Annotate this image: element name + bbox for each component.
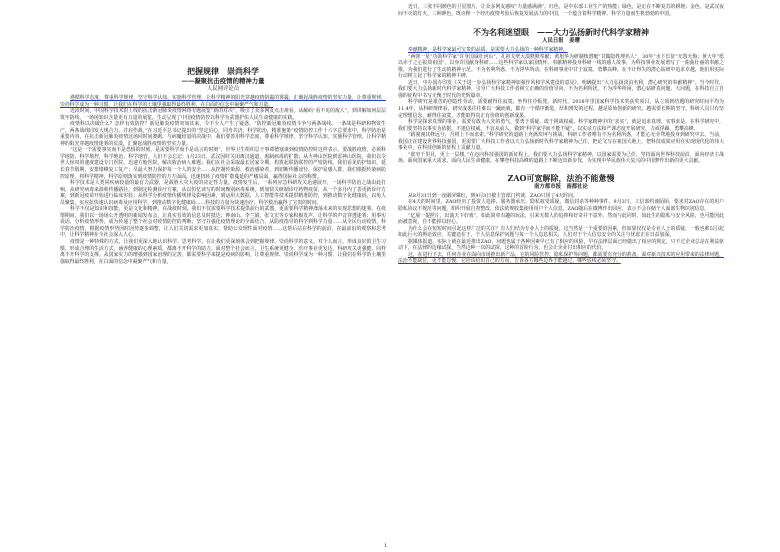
article2 [398,27,724,165]
paragraph: 在4天的时间里，ZAO经历了投资人追捧、服务器承压、隐私权受质疑、微信封杀等种种事件。9月3日，工信部约谈陌陌，要求对ZAO存在的用户隐私协议不规范等问题，组织开展自查整改，依法依规收集使用用户个人信息。ZAO随后在微博作出回应，表示不会存储个人面部生物识别信息。 [398,199,724,213]
article1-tail-paragraph: 近日，三张不同颜色的卫星图片，让众多网友感叹“力量感满满”。红色，是中东部工业生产的热能；绿色，是正在不断复苏的耕地；金色，是武汉夜间不灭的灯火。三种颜色，既诠释一个经历疫情考验后恢复发展活力的中国，一个蕴含着科学精神、科学力量而生机勃勃的中国。 [398,4,724,17]
page-number: 1 [384,543,388,549]
paragraph: 遵循科学态度，尊重科学规律，坚守科学认知，实施科学管理，让科学精神的阳光穿越疫情阴霾的雾霾，汇聚起战胜疫情的坚实力量，让尊重规律、崇尚科学成为一种习惯，让我们在科学的土壤里强取得最终胜利，在白面的信念中凝聚严气和力量。 [60,95,386,108]
article2-byline: 人民日报 姜璎 [542,38,580,45]
paragraph: 疫情是一种特殊的方式，让我们更深入地认识科学、思考科学。在让我们更深刻体会到把握规律、崇尚科学的意义，对个人而言，形成良好的卫生习惯、形成合理的生活方式，涵养健康的心理素质，都离不开科学的助力。面对整个社会而言，卫生系统更健全、医疗事业更发达，科研攻关更强健，同样离不开科学的支撑。从国家实力的增强到国家治理的完善，都需要科学来提是疫病的影响，让尊重规律、崇尚科学成为一种习惯，让我们在科学的土壤里强取得最终胜利，在白面的信念中凝聚严气和力量。 [60,239,386,265]
paragraph: 科学是探求真理的事业，需要有敢为人先的勇气，要勇于质疑、敢于挑战权威。科学家精神中的“求实”，就是追求真理、实事求是。在科学研究中，我们要坚持以事实为依据，不迷信权威，不盲从前人，做到“科学家学而不能不疑”，以实证方法和严谨态度开展研究，力戒浮躁，勇攀高峰。 [398,119,724,132]
paragraph: 科学技术是人类同疾病较量的最有力武器，是战胜大灾大疫的决定性力量。疫情发生后，一系列应急科研攻关迅速展开，一场科学防治之战由此打响。从研究病毒来源和传播路径，到制定检测诊疗方案，从以恒忆读写的时间甄别病毒系统，到加快关研制诊疗药物疫苗，从一个多月内了表更新诊疗方案，到新冠疫苗开始进行临床实验；从科学分析疫情传播规律及影响因素，到运用大数据、人工智能等技术提供精准防控，到推动数字化健康码，以免人员聚集，实应抗快速认识病毒及应用科学，到推动数字化健康码……科技的力量为快速治疗、科学救治赢得了宝贵的时间。 [60,180,386,206]
article1-byline: 人民网评论员 [206,86,240,92]
paragraph: 科学研究是艰苦的创造性劳动，需要耐得住寂寞、坐得住冷板凳。新时代，2018年里国家科学技术奖获奖项目，从立项到结题的研究时间平均为11.4年，从科研规律看，研究成果往往难以一蹴而就，都有一个循序渐进、厚积薄发的过程。越是原始创新的研究，越需要长期的坚守。科研人员只有坚定理想信念，耐得住寂寞，才能取得真正有价值的创新成果。 [398,99,724,119]
paragraph: 为什么会在短短时间引起这样广泛的关注？有人归结为专业人士的质疑，这当然是一个重要的因素，但如果仅仅是专业人士的质疑，一般也难以引起如此巨大的舆论效应。关键还在于，个人信息保护问题与每一个人息息相关，人们对于个人信息安全的关注与忧虑正在日益加深。 [398,225,724,239]
left-column [60,66,386,265]
paragraph: 从8月31日到一夜刷屏爆红，到9月3日被主管部门约谈，ZAO只用了4天时间。 [408,192,578,199]
right-column [398,4,724,265]
paragraph: “亿展一提照片，出演天下好戏”，如此简单有趣的玩法，引来无数人的追捧和好奇并不意外。然而与此同时，如此生的隐私与安全风险，也可能因此而被忽视，自不能掉以轻心。 [398,212,724,226]
paragraph: “这是一个需要事实而不是恐惧的时刻，是需要科学而不是谣言的时刻”，世界卫生组织总干事谭德塞谈到疫情防控时这样表示。要战胜疫情，必须科学地防、科学地控，科学地治，科学地管。人们不会忘记：1月23日，武汉因时关闭离汉通道，遏制病毒的扩散；从火神山医院到雷神山医院，我们以令世人惊叹的速度建设专门医院，迅速方舱医院，解决收治病人难题；我们在社会采取最长居家令期，构筑起联防联控的严密防线。我们看见的护知识，延长春节假期，安排错峰复工复产；尽最大努力保护每一个人的安全……从控制传染源、救治感染者，到切断传播途径，保护易感人群，我们根据传染病防控原理，将科学精神、科学原则落实到疫情防控的方方面面，迅速扭转了疫情扩散蔓延的严峻局面，赢得国际社会的称赞。 [60,147,386,180]
article1-subtitle: ——凝聚抗击疫情的精神力量 [181,77,265,85]
paragraph: 疫情科以决破什么？怎样有效防控？新冠肺炎疫情突如其来，令不少人产生了疑惑。“防控新冠肺炎疫情斗争与两条战线。一条战是科研和物资生产，两条战线同发大规合力，并肩作战，”在习近平总书记提出的“坚定信心，同舟共济，科学防治，精准施策”疫情防控工作十六字总要求中，科学防治是重要内容。在抗击新冠肺炎疫情这场同时间赛跑、与病魔较量的决战中，我们要善用科学态度，尊重科学规律，坚守科学认知，实施科学管理，让科学精神的阳光穿越疫情迷雾的荒漠，汇聚起战胜疫情的坚实力量。 [60,121,386,147]
article1-title: 把握规律 崇尚科学 [187,66,259,76]
article2-title: 不为名利迷望眼 ——大力弘扬新时代科学家精神 [473,27,649,38]
article3 [398,173,724,265]
paragraph: 这，在进行下去，任何企业在面向市场推出新产品，它的风险管控、隐私保护等问题，都需要有充分的准备。面对新兴技术的应用带来的法律问题，法治不能缺位，更不能怠慢。它应该给出自己的方向，告诉各方哪些边界不能越过，哪些底线必须坚守。 [398,251,724,265]
paragraph: “欲穷千里目，更上一层楼。”在迈向科技强国的新征程上，我们要大力弘扬科学家精神，以国家需要为己任，坚持面向世界科技前沿、面向经济主战场、面向国家重大需求、面向人民生命健康，在攀登科技高峰的道路上不断迈出新步伐，为实现中华民族伟大复兴的中国梦作出新的更大贡献。 [398,151,724,165]
paragraph: 近段时间，中国科学技术馆上线的抗击新冠肺炎疫情网络专题展览“新的对决”，吸引了众多网友点击观看。从解码“看不见的敌人”，到讲解如何层层筑牢防线，一场场知识含量更有力量的展览，生动呈现了中国疫情防控以科学为武器护佑人民生命健康的实践。 [60,108,386,121]
article3-title: ZAO可宽解除，法治不能惫慢 [507,172,615,183]
paragraph: 奉献精神，是科学家最可宝贵的品质，是需要大力弘扬的一种科学家精神。 [408,47,568,54]
paragraph: “路漫漫其修远兮，吾将上下而求索。”科学研究的道路上充满坎坷与挑战，科研工作者唯有不为名利所惑，才能心无旁骛地投身到研究中去。当前，我国正在建设世界科技强国，更需要广大科技工作者以大力弘扬新时代科学家精神为己任，把论文写在祖国大地上，把科技成果应用在实现现代化的伟大事业中，在科技创新的征程上贡献力量。 [398,132,724,152]
paragraph: “两弹一星”功勋科学家“许身国威壮河山”，孔祖戈壁大漠默默奉献；黄旭华为研制核潜艇“甘做隐姓埋名人”，30年“水下长征”无怨无悔；黄大年“愿以赤子之心报效祖国”，以身许国献身科研……这些科学家以家国情怀、奉献精神投身科研一线的感人故事，为科技事业发展谱写了一曲曲壮丽的奉献之歌，为我们进行了生动的精神示范。不为名利所惑、不为浮华所动，在科研事业中甘于寂寞、勇攀高峰，在不计得失的潜心钻研中追求卓越，他们用实际行动树立起了科学家的精神丰碑。 [398,53,724,80]
paragraph: 据媒体报道，实际上就在最近推出ZAO，问题也属于各种因素早已有了相应的风险，早在法律层面已经做出了相应的规定，只不过企业总是在利益驱动下，在法律的边缘试探，当然这种一次的试探，这种的冒险行为，也会让企业付出相应的代价。 [398,238,724,252]
paragraph: 近日，中办国办印发《关于进一步弘扬科学家精神加强作风和学风建设的意见》，明确提出“大力弘扬淡泊名利，潜心研究的奉献精神”。当今时代，我们要大力弘扬新时代科学家精神，引导广大科技工作者树立正确的价值导向，不为名利所扰，不为浮华所困，潜心钻研真问题、大问题，在科技自立自强的征程中书写无愧于时代的光辉篇章。 [398,79,724,99]
paragraph: 科学不仅是知识和技能，更是文化和精神。在战疫时刻，我们不仅需要科学技术提供前行的武器，更需要科学精神涤荡未来的实现思想的迷雾。在疫情期间，我们以一场场公开透明的新闻发布会，让真实有效的信息及时抵达；钟南山、李兰娟、张文宏等专家积极发声，让科学的声音穿透迷雾；用事实说话、分析疫情形势，成为传递了整个社会对疫情防控的判断；坚守并强化疫情理论的全面结合，从防疫指导的科学到科学力量……从全民行动疫情，科学防治疫情，根据疫情形势因时因势逐步调整，让人们关切需求更加真实，帮助公众理性面对疫情……这帮后站在科学的前沿，在最前沿的观察和思考中，让科学精神在全社会深入人心。 [60,206,386,239]
article3-byline: 南方都市报 南都社论 [534,183,588,190]
